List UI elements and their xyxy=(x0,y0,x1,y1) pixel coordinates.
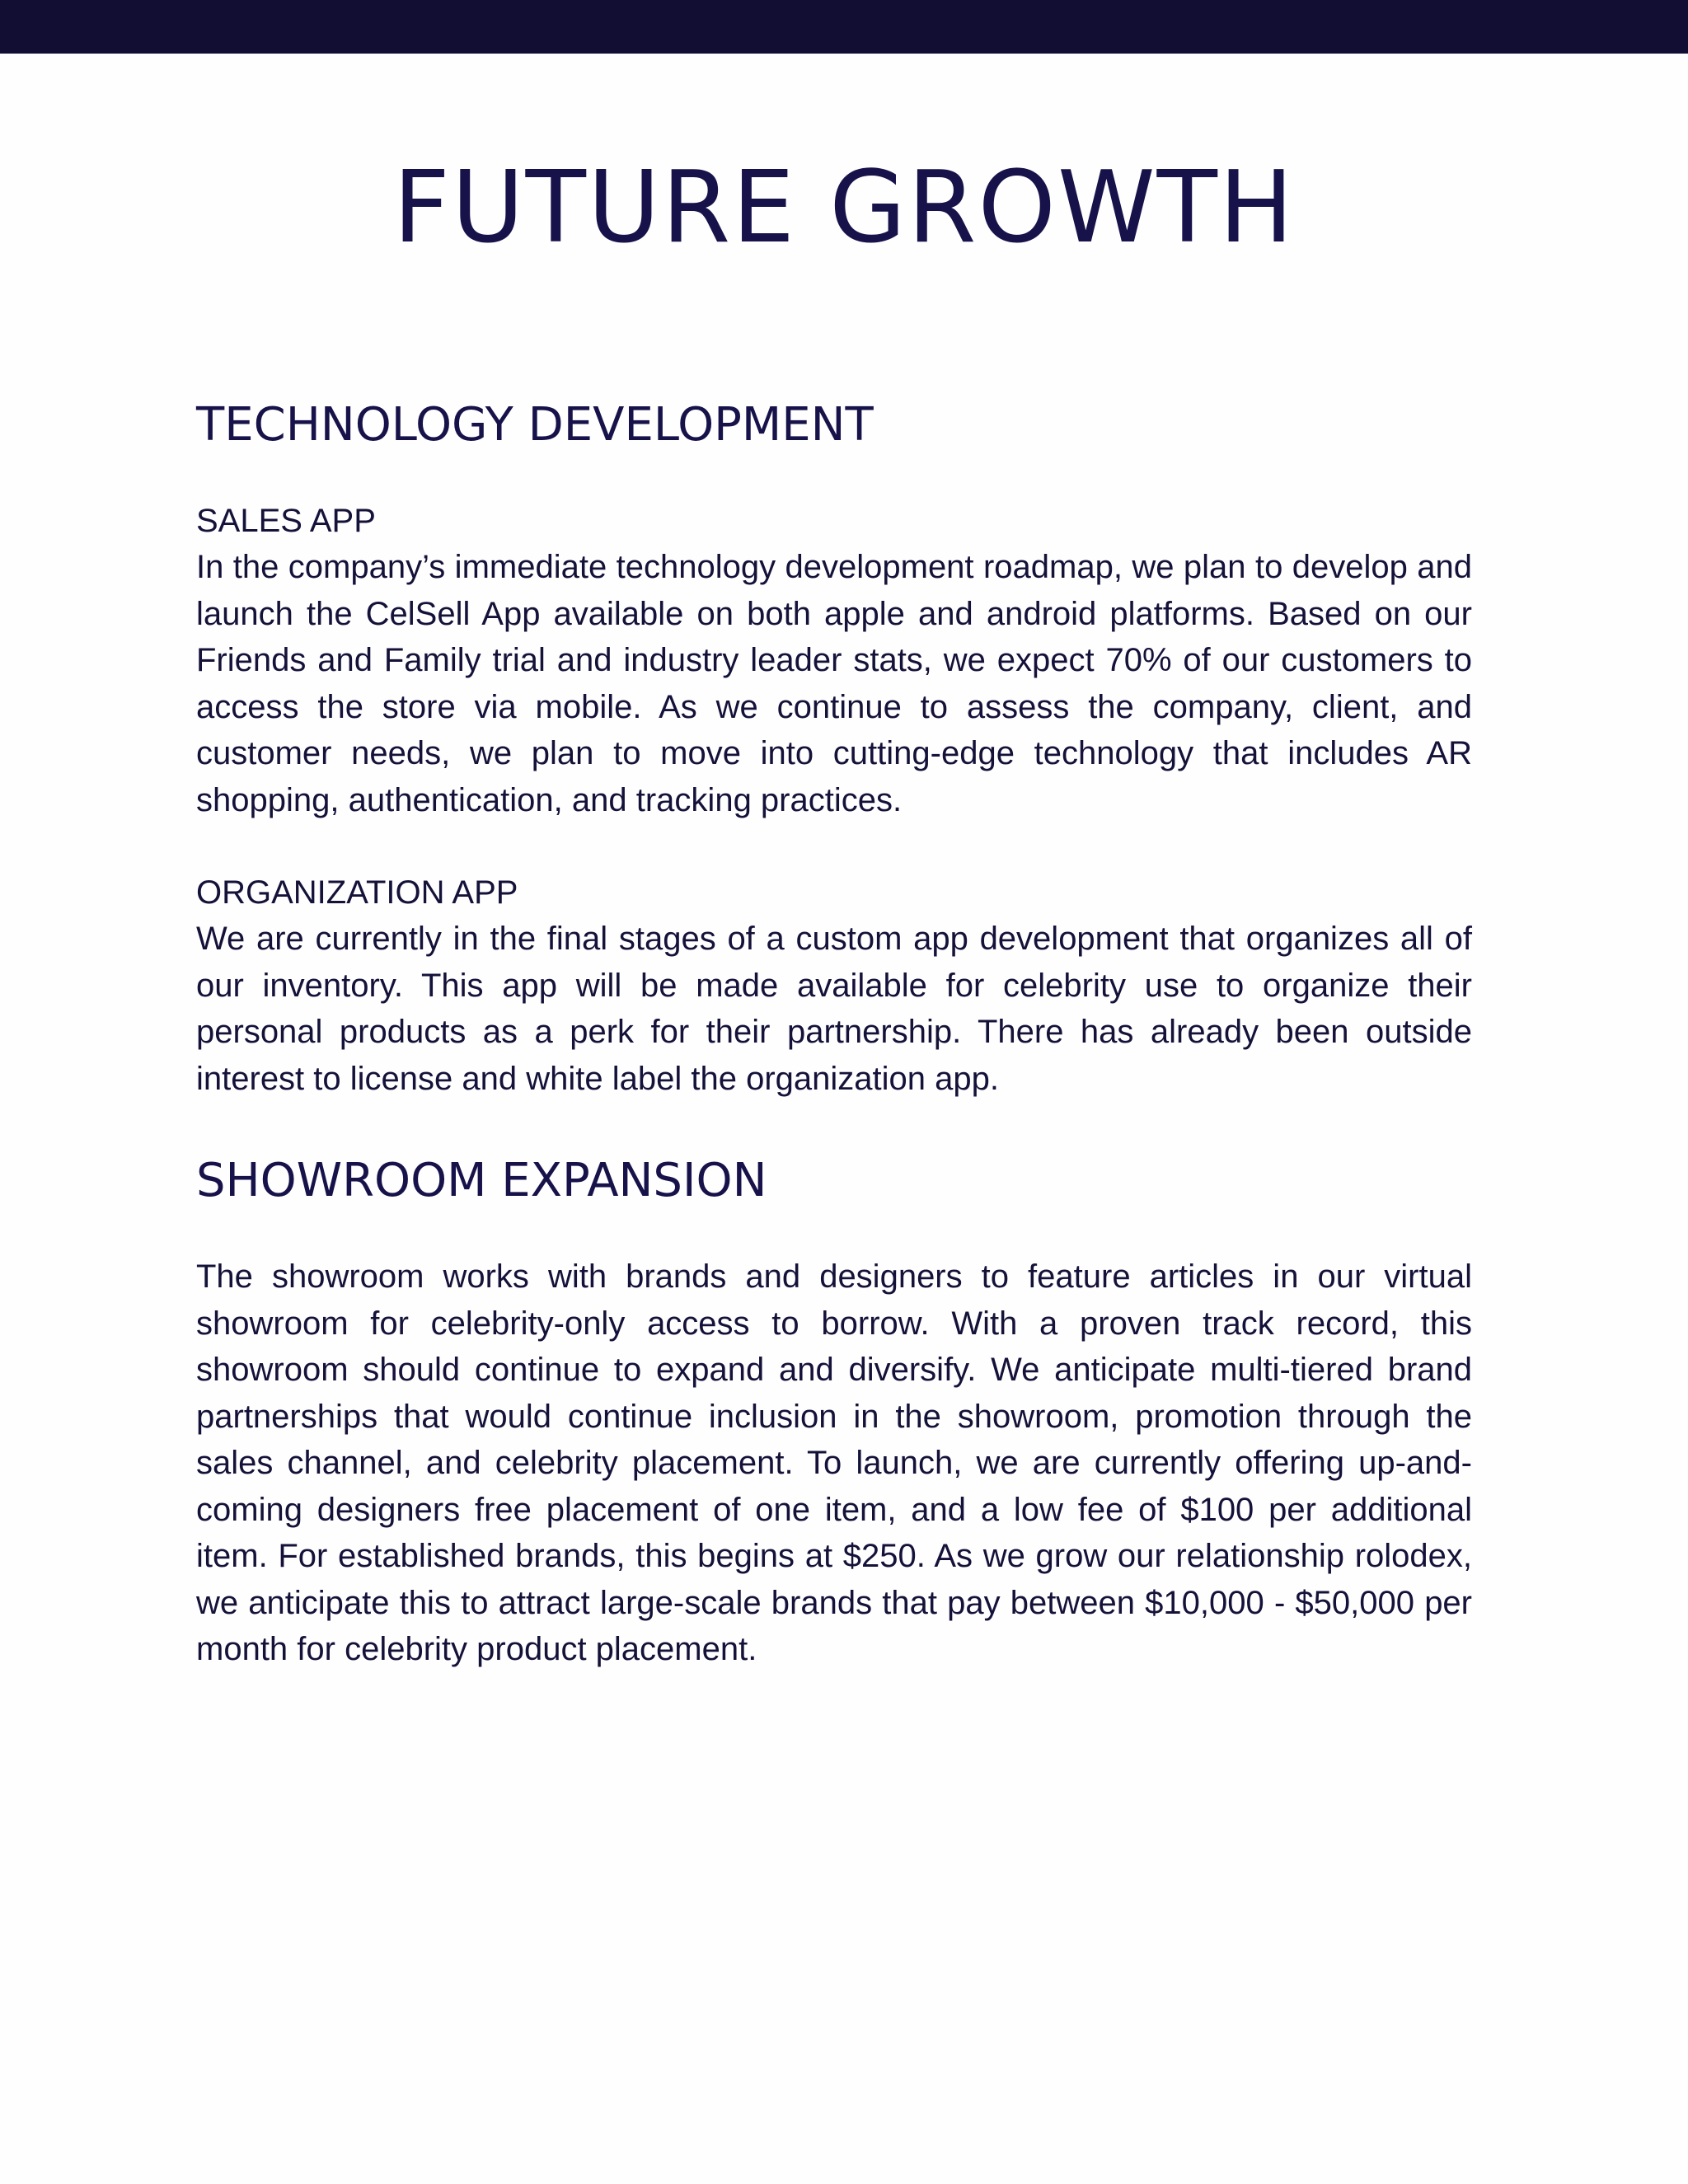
section-heading-showroom-expansion: SHOWROOM EXPANSION xyxy=(196,1154,767,1207)
top-color-band xyxy=(0,0,1688,54)
subheading-sales-app: SALES APP xyxy=(196,503,376,539)
paragraph-organization-app: We are currently in the final stages of a custom app development that organizes all of our inventory. This app will be made available for celebrity use to organize their personal products as a perk for their partnership. There has already been outside interest to license and white label the organization app. xyxy=(196,921,1472,1097)
section-heading-technology-development: TECHNOLOGY DEVELOPMENT xyxy=(196,398,874,452)
document-body xyxy=(196,396,1472,1673)
subheading-organization-app: ORGANIZATION APP xyxy=(196,874,518,911)
paragraph-sales-app: In the company’s immediate technology development roadmap, we plan to develop and launch the CelSell App available on both apple and android platforms. Based on our Friends and Family trial and industry leader stats, we expect 70% of our customers to access the store via mobile. As we continue to assess the company, client, and customer needs, we plan to move into cutting-edge technology that includes AR shopping, authentication, and tracking practices. xyxy=(196,549,1472,818)
page-title: FUTURE GROWTH xyxy=(392,151,1296,265)
paragraph-showroom-expansion: The showroom works with brands and designers to feature articles in our virtual showroom for celebrity-only access to borrow. With a proven track record, this showroom should continue to expand and diversify. We anticipate multi-tiered brand partnerships that would continue inclusion in the showroom, promotion through the sales channel, and celebrity placement. To launch, we are currently offering up-and-coming designers free placement of one item, and a low fee of $100 per additional item. For established brands, this begins at $250. As we grow our relationship rolodex, we anticipate this to attract large-scale brands that pay between $10,000 - $50,000 per month for celebrity product placement. xyxy=(196,1258,1472,1667)
